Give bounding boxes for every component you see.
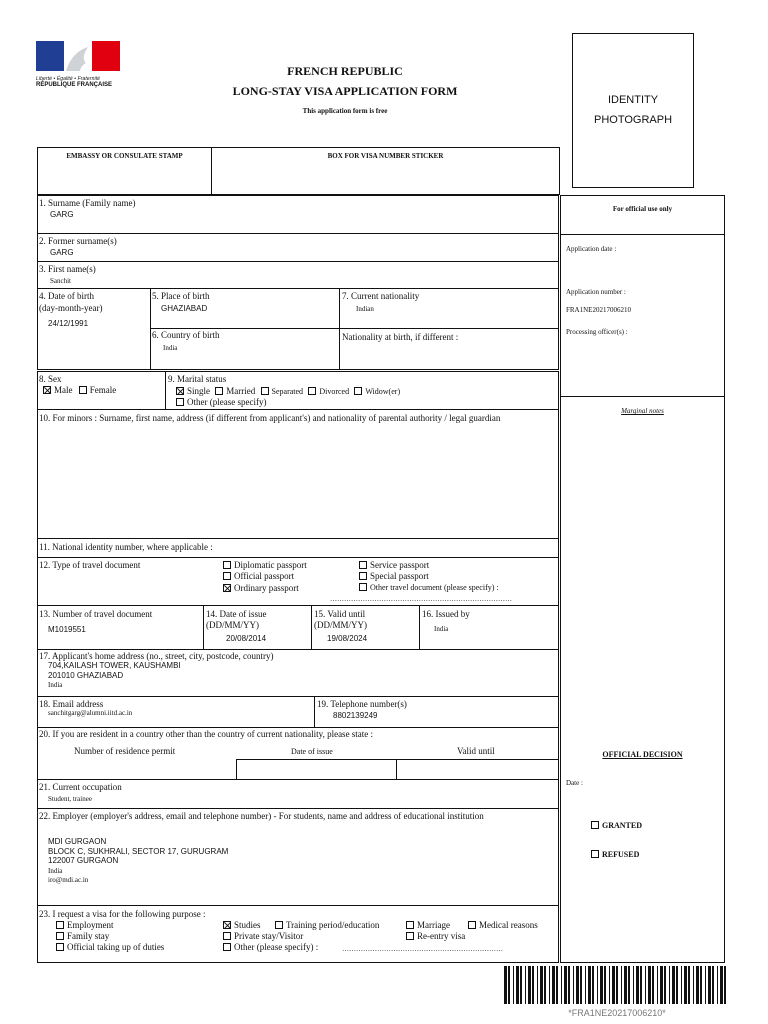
barcode-bar [585,966,586,1004]
barcode-bar [624,966,627,1004]
barcode-bar [552,966,555,1004]
former-surname-value: GARG [50,248,74,257]
employer-line-3: 122007 GURGAON [48,856,119,865]
married-option[interactable]: Married [215,386,255,396]
barcode-bar [600,966,603,1004]
employment-checkbox[interactable] [56,921,64,929]
form-subtitle: This application form is free [302,107,388,115]
barcode-bar [676,966,678,1004]
separated-checkbox[interactable] [261,387,269,395]
field-1-surname[interactable]: 1. Surname (Family name) GARG [37,195,559,234]
barcode-bar [628,966,630,1004]
address-line-3: India [48,681,63,689]
barcode-bar [720,966,723,1004]
barcode-bar [693,966,694,1004]
barcode-bar [696,966,699,1004]
field-23-visa-purpose[interactable]: 23. I request a visa for the following purpose : Employment Family stay Official taking up of duties Studies Private stay/Visitor Other (please specify) : …………………………………………………………… Training period/education Re-entry visa Marriage Medical reasons [37,905,559,963]
email-value: sanchitgarg@alumni.iitd.ac.in [48,709,133,717]
barcode-bar [508,966,510,1004]
address-line-2: 201010 GHAZIABAD [48,671,124,680]
barcode-bar [640,966,642,1004]
service-passport-checkbox[interactable] [359,561,367,569]
female-checkbox[interactable] [79,386,87,394]
place-of-birth-value: GHAZIABAD [161,304,208,313]
service-passport-option[interactable]: Service passport [359,560,429,570]
field-17-home-address[interactable]: 17. Applicant's home address (no., street, city, postcode, country) 704,KAILASH TOWER, KAUSHAMBI 201010 GHAZIABAD India [37,649,559,697]
barcode-bar [528,966,531,1004]
official-use-title: For official use only [612,205,673,213]
barcode-bar [724,966,726,1004]
divorced-checkbox[interactable] [308,387,316,395]
field-12-travel-document[interactable]: 12. Type of travel document Diplomatic passport Official passport Ordinary passport Service passport Special passport Other travel document (please specify) : …………………………………………………………………… [37,557,559,606]
refused-option[interactable]: REFUSED [591,850,639,859]
country-of-birth-value: India [163,344,178,352]
marginal-notes-title: Marginal notes [621,407,664,415]
field-13-document-number[interactable]: 13. Number of travel document M1019551 [37,605,204,650]
barcode-bar [592,966,594,1004]
barcode-bar [549,966,550,1004]
medical-checkbox[interactable] [468,921,476,929]
other-purpose-checkbox[interactable] [223,943,231,951]
private-stay-option[interactable]: Private stay/Visitor [223,931,303,941]
photo-label-2: PHOTOGRAPH [593,114,673,126]
field-21-occupation[interactable]: 21. Current occupation Student, trainee [37,779,559,809]
widow-checkbox[interactable] [354,387,362,395]
reentry-checkbox[interactable] [406,932,414,940]
field-7-nationality[interactable]: 7. Current nationality Indian [339,288,559,329]
valid-until-value: 19/08/2024 [327,634,368,643]
field-18-email[interactable]: 18. Email address sanchitgarg@alumni.iitd.ac.in [37,696,315,728]
employment-option[interactable]: Employment [56,920,114,930]
barcode-bar [681,966,682,1004]
barcode-bar [504,966,507,1004]
special-passport-checkbox[interactable] [359,572,367,580]
field-11-national-id[interactable]: 11. National identity number, where applicable : [37,538,559,558]
barcode-bar [636,966,639,1004]
field-3-first-name[interactable]: 3. First name(s) Sanchit [37,261,559,289]
decision-date-label: Date : [566,779,583,787]
barcode-text: *FRA1NE20217006210* [568,1008,666,1018]
diplomatic-checkbox[interactable] [223,561,231,569]
barcode-bar [688,966,690,1004]
field-22-employer[interactable]: 22. Employer (employer's address, email and telephone number) - For students, name and address of educational institution MDI GURGAON BLOCK C, SUKHRALI, SECTOR 17, GURUGRAM 122007 GURGAON India iro@mdi.ac.in [37,808,559,906]
photo-label-1: IDENTITY [607,94,659,106]
barcode-bar [573,966,574,1004]
field-2-former-surname[interactable]: 2. Former surname(s) GARG [37,233,559,262]
married-checkbox[interactable] [215,387,223,395]
official-passport-option[interactable]: Official passport [223,571,294,581]
other-purpose-option[interactable]: Other (please specify) : [223,942,318,952]
barcode-icon [503,966,729,1004]
barcode-bar [645,966,646,1004]
other-purpose-dots: …………………………………………………………… [342,945,503,953]
field-20-residence[interactable]: 20. If you are resident in a country other than the country of current nationality, please state : Number of residence permit Date of issue Valid until [37,727,559,780]
refused-checkbox[interactable] [591,850,599,858]
field-14-date-of-issue[interactable]: 14. Date of issue (DD/MM/YY) 20/08/2014 [203,605,312,650]
logo-name: RÉPUBLIQUE FRANÇAISE [36,82,113,88]
employer-line-4: India [48,867,63,875]
granted-checkbox[interactable] [591,821,599,829]
barcode [503,966,731,1022]
special-passport-option[interactable]: Special passport [359,571,429,581]
issued-by-value: India [434,625,449,633]
barcode-bar [520,966,522,1004]
processing-officer-label: Processing officer(s) : [566,328,628,336]
application-number-label: Application number : [566,288,626,296]
barcode-bar [568,966,570,1004]
field-5-place-of-birth[interactable]: 5. Place of birth GHAZIABAD [150,288,340,329]
barcode-bar [712,966,714,1004]
barcode-bar [717,966,718,1004]
barcode-bar [532,966,534,1004]
nationality-value: Indian [356,305,374,313]
barcode-bar [537,966,538,1004]
employer-line-2: BLOCK C, SUKHRALI, SECTOR 17, GURUGRAM [48,847,229,856]
studies-checkbox[interactable] [223,921,231,929]
field-10-minors[interactable]: 10. For minors : Surname, first name, address (if different from applicant's) and nationality of parental authority / legal guardian [37,409,559,539]
granted-option[interactable]: GRANTED [591,821,642,830]
family-stay-checkbox[interactable] [56,932,64,940]
barcode-bar [616,966,618,1004]
identity-photo-box [572,33,694,188]
female-option[interactable]: Female [79,385,117,395]
widow-option[interactable]: Widow(er) [354,386,400,396]
barcode-bar [708,966,711,1004]
private-stay-checkbox[interactable] [223,932,231,940]
barcode-bar [544,966,546,1004]
separated-option[interactable]: Separated [261,386,304,396]
residence-permit-header: Number of residence permit [74,746,176,756]
embassy-stamp-box: EMBASSY OR CONSULATE STAMP [37,147,212,195]
address-line-1: 704,KAILASH TOWER, KAUSHAMBI [48,661,181,670]
residence-valid-header: Valid until [457,746,495,756]
reentry-option[interactable]: Re-entry visa [406,931,465,941]
official-passport-checkbox[interactable] [223,572,231,580]
other-document-option[interactable]: Other travel document (please specify) : [359,583,499,592]
page-title: FRENCH REPUBLIC [287,64,403,78]
visa-sticker-box: BOX FOR VISA NUMBER STICKER [211,147,560,195]
barcode-bar [525,966,526,1004]
field-4-date-of-birth[interactable]: 4. Date of birth (day-month-year) 24/12/1991 [37,288,151,370]
occupation-value: Student, trainee [48,795,92,803]
field-19-telephone[interactable]: 19. Telephone number(s) 8802139249 [314,696,559,728]
male-option[interactable]: Male [43,385,73,395]
official-duties-option[interactable]: Official taking up of duties [56,942,164,952]
barcode-bar [669,966,670,1004]
single-checkbox[interactable] [176,387,184,395]
marginal-notes-panel [560,396,725,963]
barcode-bar [564,966,567,1004]
marriage-option[interactable]: Marriage [406,920,450,930]
barcode-bar [705,966,706,1004]
barcode-bar [556,966,558,1004]
barcode-bar [657,966,658,1004]
application-date-label: Application date : [566,245,617,253]
logo-motto: Liberté • Égalité • Fraternité [36,76,101,82]
barcode-bar [652,966,654,1004]
official-decision-title: OFFICIAL DECISION [602,750,683,759]
barcode-bar [540,966,543,1004]
field-16-issued-by[interactable]: 16. Issued by India [419,605,559,650]
other-marital-option[interactable]: Other (please specify) [176,397,266,407]
field-8-sex[interactable]: 8. Sex Male Female [37,371,166,410]
barcode-bar [633,966,634,1004]
training-option[interactable]: Training period/education [275,920,379,930]
barcode-bar [664,966,666,1004]
barcode-bar [561,966,562,1004]
surname-value: GARG [50,210,74,219]
male-checkbox[interactable] [43,386,51,394]
barcode-bar [700,966,702,1004]
ordinary-passport-option[interactable]: Ordinary passport [223,583,299,593]
medical-option[interactable]: Medical reasons [468,920,538,930]
form-title: LONG-STAY VISA APPLICATION FORM [232,84,458,98]
barcode-bar [580,966,582,1004]
barcode-bar [516,966,519,1004]
dob-value: 24/12/1991 [48,319,89,328]
field-7-nationality-at-birth[interactable]: Nationality at birth, if different : [339,328,559,370]
diplomatic-option[interactable]: Diplomatic passport [223,560,307,570]
field-15-valid-until[interactable]: 15. Valid until (DD/MM/YY) 19/08/2024 [311,605,420,650]
barcode-bar [576,966,579,1004]
employer-line-5: iro@mdi.ac.in [48,876,89,884]
barcode-bar [513,966,514,1004]
marianne-flag-icon [36,41,120,71]
first-name-value: Sanchit [50,277,71,285]
field-9-marital-status[interactable]: 9. Marital status Single Married Separated Divorced Widow(er) Other (please specify) [165,371,559,410]
residence-issue-header: Date of issue [291,747,333,756]
other-document-dots: …………………………………………………………………… [330,595,512,603]
document-number-value: M1019551 [48,625,86,634]
barcode-bar [672,966,675,1004]
other-document-checkbox[interactable] [359,583,367,591]
barcode-bar [612,966,615,1004]
marriage-checkbox[interactable] [406,921,414,929]
telephone-value: 8802139249 [333,711,378,720]
barcode-bar [684,966,687,1004]
barcode-bar [609,966,610,1004]
barcode-bar [621,966,622,1004]
official-use-panel [560,195,725,397]
application-number-value: FRA1NE20217006210 [566,306,631,314]
republique-logo [36,41,122,91]
barcode-bar [660,966,663,1004]
barcode-bar [588,966,591,1004]
single-option[interactable]: Single [176,386,210,396]
training-checkbox[interactable] [275,921,283,929]
barcode-bar [648,966,651,1004]
field-6-country-of-birth[interactable]: 6. Country of birth India [150,328,340,370]
barcode-bar [597,966,598,1004]
employer-line-1: MDI GURGAON [48,837,107,846]
divorced-option[interactable]: Divorced [308,386,349,396]
family-stay-option[interactable]: Family stay [56,931,109,941]
studies-option[interactable]: Studies [223,920,261,930]
ordinary-passport-checkbox[interactable] [223,584,231,592]
other-marital-checkbox[interactable] [176,398,184,406]
barcode-bar [604,966,606,1004]
date-of-issue-value: 20/08/2014 [226,634,267,643]
official-duties-checkbox[interactable] [56,943,64,951]
